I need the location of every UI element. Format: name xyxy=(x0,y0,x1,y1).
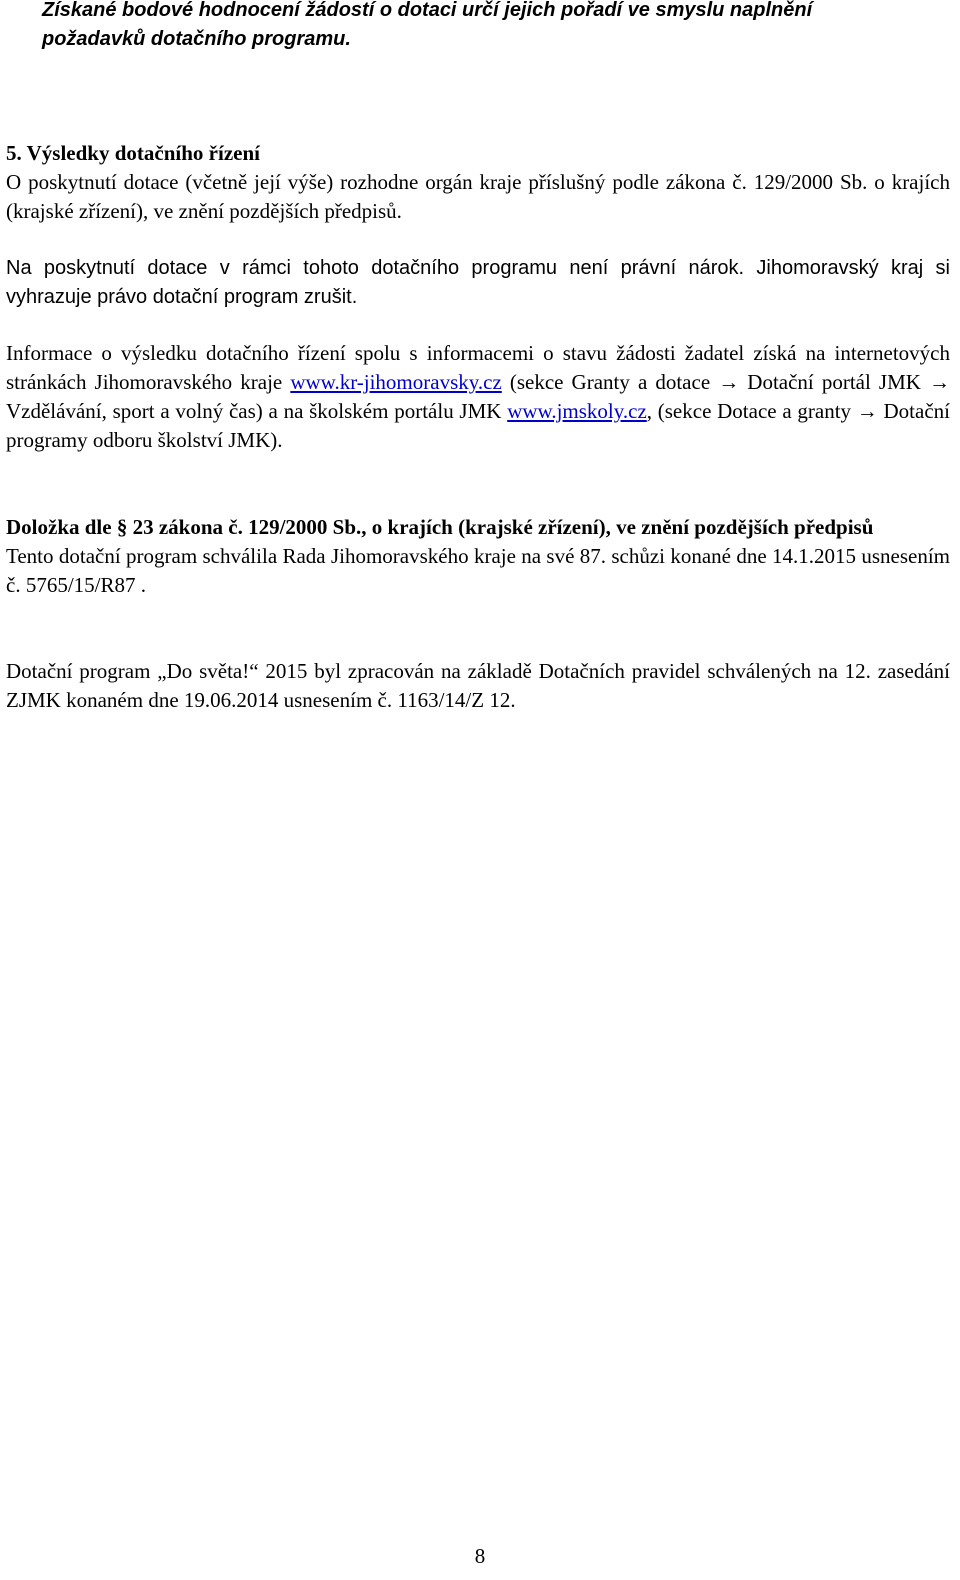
clause-heading: Doložka dle § 23 zákona č. 129/2000 Sb., o krajích (krajské zřízení), ve znění pozdějších předpisů xyxy=(6,515,874,539)
intro-line-1: Získané bodové hodnocení žádostí o dotaci určí jejich pořadí ve smyslu naplnění xyxy=(42,0,813,21)
section-5-body: O poskytnutí dotace (včetně její výše) rozhodne orgán kraje příslušný podle zákona č. 129/2000 Sb. o krajích (krajské zřízení), ve znění pozdějších předpisů. xyxy=(6,170,950,223)
results-info-text-1: Informace o výsledku dotačního řízení spolu s informacemi o stavu žádosti žadatel získá na internetových stránkách Jihomoravského kraje xyxy=(6,341,950,394)
clause-body: Tento dotační program schválila Rada Jihomoravského kraje na své 87. schůzi konané dne 14.1.2015 usnesením č. 5765/15/R87 . xyxy=(6,544,950,597)
results-info-paragraph xyxy=(6,339,950,455)
kr-jihomoravsky-link[interactable]: www.kr-jihomoravsky.cz xyxy=(290,370,502,394)
intro-paragraph xyxy=(42,0,950,54)
page-number: 8 xyxy=(474,1544,486,1568)
section-5-heading: 5. Výsledky dotačního řízení xyxy=(6,141,260,165)
intro-line-2: požadavků dotačního programu. xyxy=(42,28,351,50)
results-info-text-3: , (sekce Dotace a granty → Dotační programy odboru školství JMK). xyxy=(6,399,950,452)
no-claim-paragraph: Na poskytnutí dotace v rámci tohoto dotačního programu není právní nárok. Jihomoravský kraj si vyhrazuje právo dotační program zrušit. xyxy=(6,257,950,308)
approval-paragraph: Dotační program „Do světa!“ 2015 byl zpracován na základě Dotačních pravidel schválených na 12. zasedání ZJMK konaném dne 19.06.2014 usnesením č. 1163/14/Z 12. xyxy=(6,659,950,712)
clause-section xyxy=(6,513,950,600)
section-5 xyxy=(6,139,950,226)
jmskoly-link[interactable]: www.jmskoly.cz xyxy=(507,399,647,423)
results-info-text-2: (sekce Granty a dotace → Dotační portál JMK → Vzdělávání, sport a volný čas) a na školském portálu JMK xyxy=(6,370,950,423)
